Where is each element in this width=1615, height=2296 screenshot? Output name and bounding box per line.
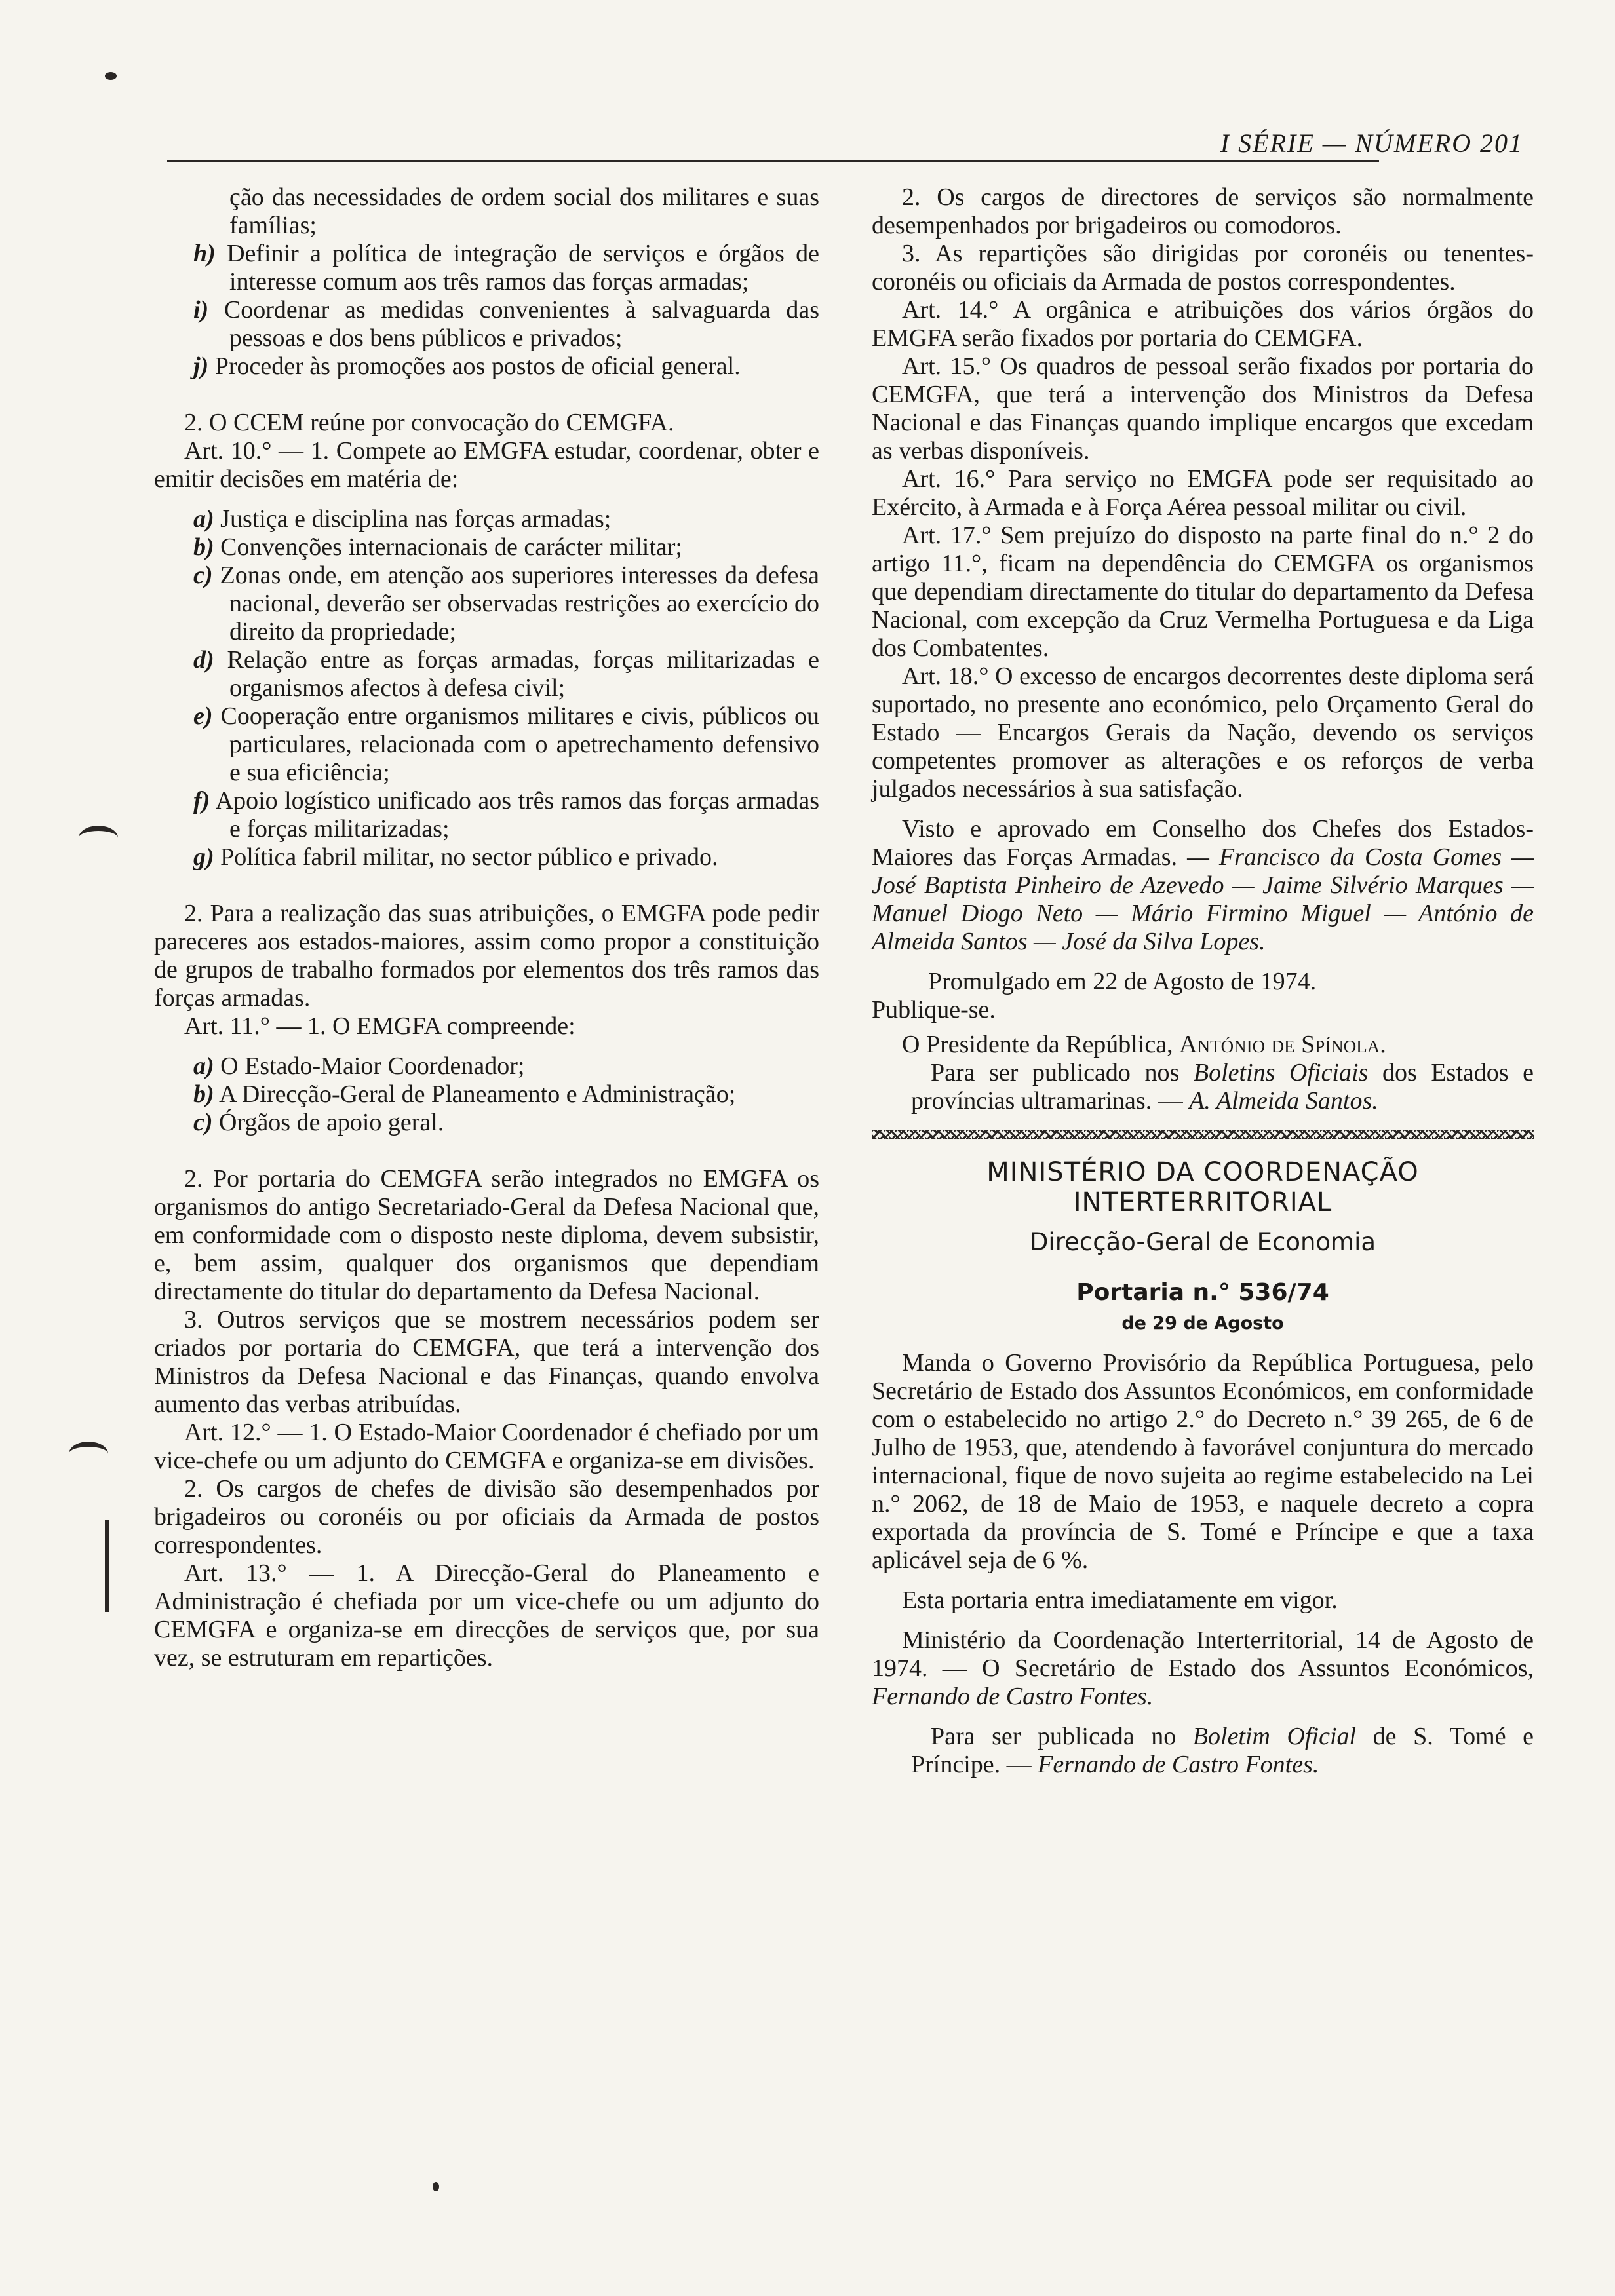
list-item-j: j) Proceder às promoções aos postos de oficial general. <box>193 353 741 380</box>
article-12: Art. 12.° — 1. O Estado-Maior Coordenador é chefiado por um vice-chefe ou um adjunto do CEMGFA e organiza-se em divisões. <box>154 1419 819 1474</box>
list-item-a: a) Justiça e disciplina nas forças armadas; <box>193 505 612 533</box>
article-15: Art. 15.° Os quadros de pessoal serão fixados por portaria do CEMGFA, que terá a intervenção dos Ministros da Defesa Nacional e das Finanças quando implique encargos que excedam as verbas disponíveis. <box>872 353 1534 465</box>
paragraph: 2. Por portaria do CEMGFA serão integrados no EMGFA os organismos do antigo Secretariado-Geral da Defesa Nacional que, em conformidade com o disposto neste diploma, devem subsistir, e, bem assim, qualquer dos organismos que dependiam directamente do titular do departamento da Defesa Nacional. <box>154 1165 819 1305</box>
list-item-b: b) A Direcção-Geral de Planeamento e Administração; <box>193 1081 736 1108</box>
article-13: Art. 13.° — 1. A Direcção-Geral do Planeamento e Administração é chefiada por um vice-chefe ou um adjunto do CEMGFA e organiza-se em direcções de serviços que, por sua vez, se estruturam em repartições. <box>154 1559 819 1672</box>
president-line: O Presidente da República, António de Spínola. <box>902 1031 1386 1058</box>
paragraph: 2. Os cargos de chefes de divisão são desempenhados por brigadeiros ou coronéis ou por oficiais da Armada de postos correspondentes. <box>154 1475 819 1559</box>
portaria-title: Portaria n.° 536/74 <box>1076 1279 1329 1306</box>
department-title: Direcção-Geral de Economia <box>1029 1228 1376 1256</box>
portaria-date: de 29 de Agosto <box>1121 1313 1284 1333</box>
paragraph: ção das necessidades de ordem social dos militares e suas famílias; <box>229 183 819 239</box>
article-14: Art. 14.° A orgânica e atribuições dos vários órgãos do EMGFA serão fixados por portaria do CEMGFA. <box>872 296 1534 352</box>
section-divider <box>872 1124 1534 1144</box>
publique: Publique-se. <box>872 996 996 1024</box>
page-header <box>167 128 1523 167</box>
list-item-e: e) Cooperação entre organismos militares e civis, públicos ou particulares, relacionada com o apetrechamento defensivo e sua eficiência; <box>193 702 820 786</box>
list-item-i: i) Coordenar as medidas convenientes à salvaguarda das pessoas e dos bens públicos e privados; <box>193 296 820 352</box>
paragraph: 2. Para a realização das suas atribuições, o EMGFA pode pedir pareceres aos estados-maiores, assim como propor a constituição de grupos de trabalho formados por elementos dos três ramos das forças armadas. <box>154 900 819 1012</box>
signatories: — Francisco da Costa Gomes — José Baptista Pinheiro de Azevedo — Jaime Silvério Marques — Manuel Diogo Neto — Mário Firmino Miguel — António de Almeida Santos — José da Silva Lopes. <box>872 843 1534 955</box>
article-18: Art. 18.° O excesso de encargos decorrentes deste diploma será suportado, no presente ano económico, pelo Orçamento Geral do Estado — Encargos Gerais da Nação, devendo os serviços competentes promover as alterações e os reforços de verba julgados necessários à sua satisfação. <box>872 662 1534 803</box>
right-column <box>872 183 1534 1779</box>
header-rule <box>167 160 1379 162</box>
list-item-c: c) Zonas onde, em atenção aos superiores interesses da defesa nacional, deverão ser observadas restrições ao exercício do direito da propriedade; <box>193 562 820 645</box>
list-item-g: g) Política fabril militar, no sector público e privado. <box>193 843 718 871</box>
list-item-a: a) O Estado-Maior Coordenador; <box>193 1052 525 1080</box>
paragraph: 3. As repartições são dirigidas por coronéis ou tenentes-coronéis ou oficiais da Armada de postos correspondentes. <box>872 240 1534 296</box>
paragraph: 2. O CCEM reúne por convocação do CEMGFA. <box>184 409 674 436</box>
paragraph: Esta portaria entra imediatamente em vigor. <box>902 1586 1338 1614</box>
publication-note: Para ser publicado nos Boletins Oficiais dos Estados e províncias ultramarinas. — A. Almeida Santos. <box>911 1059 1534 1115</box>
left-column <box>154 183 819 1672</box>
list-item-d: d) Relação entre as forças armadas, forças militarizadas e organismos afectos à defesa civil; <box>193 646 819 702</box>
approval-paragraph: Visto e aprovado em Conselho dos Chefes dos Estados-Maiores das Forças Armadas. — Francisco da Costa Gomes — José Baptista Pinheiro de Azevedo — Jaime Silvério Marques — Manuel Diogo Neto — Mário Firmino Miguel — António de Almeida Santos — José da Silva Lopes. <box>872 815 1534 955</box>
list-item-b: b) Convenções internacionais de carácter militar; <box>193 533 682 561</box>
article-17: Art. 17.° Sem prejuízo do disposto na parte final do n.° 2 do artigo 11.°, ficam na dependência do CEMGFA os organismos que dependiam directamente do titular do departamento da Defesa Nacional, com excepção da Cruz Vermelha Portuguesa e da Liga dos Combatentes. <box>872 522 1534 662</box>
series-number: I SÉRIE — NÚMERO 201 <box>1214 128 1523 159</box>
binding-mark <box>79 826 118 851</box>
signature-paragraph: Ministério da Coordenação Interterritorial, 14 de Agosto de 1974. — O Secretário de Estado dos Assuntos Económicos, Fernando de Castro Fontes. <box>872 1626 1534 1710</box>
portaria-body: Manda o Governo Provisório da República Portuguesa, pelo Secretário de Estado dos Assuntos Económicos, em conformidade com o estabelecido no artigo 2.° do Decreto n.° 39 265, de 6 de Julho de 1953, que, atendendo à favorável conjuntura do mercado internacional, fique de novo sujeita ao regime estabelecido na Lei n.° 2062, de 18 de Maio de 1953, e naquele decreto a copra exportada da província de S. Tomé e Príncipe e que a taxa aplicável seja de 6 %. <box>872 1349 1534 1574</box>
article-10: Art. 10.° — 1. Compete ao EMGFA estudar, coordenar, obter e emitir decisões em matéria de: <box>154 437 819 493</box>
margin-bracket <box>105 1520 109 1612</box>
publication-note: Para ser publicada no Boletim Oficial de S. Tomé e Príncipe. — Fernando de Castro Fontes. <box>911 1723 1534 1778</box>
article-16: Art. 16.° Para serviço no EMGFA pode ser requisitado ao Exército, à Armada e à Força Aérea pessoal militar ou civil. <box>872 465 1534 521</box>
president-name: António de Spínola. <box>1179 1031 1386 1058</box>
article-11: Art. 11.° — 1. O EMGFA compreende: <box>184 1012 575 1040</box>
paragraph: 2. Os cargos de directores de serviços são normalmente desempenhados por brigadeiros ou comodoros. <box>872 183 1534 239</box>
list-item-c: c) Órgãos de apoio geral. <box>193 1109 444 1136</box>
binding-mark <box>69 1442 108 1466</box>
list-item-f: f) Apoio logístico unificado aos três ramos das forças armadas e forças militarizadas; <box>193 787 819 843</box>
list-item-h: h) Definir a política de integração de serviços e órgãos de interesse comum aos três ramos das forças armadas; <box>193 240 819 296</box>
scan-speck <box>105 72 117 80</box>
ministry-title: MINISTÉRIO DA COORDENAÇÃO INTERTERRITORIAL <box>986 1157 1419 1217</box>
paragraph: 3. Outros serviços que se mostrem necessários podem ser criados por portaria do CEMGFA, que terá a intervenção dos Ministros da Defesa Nacional e das Finanças, quando envolva aumento das verbas atribuídas. <box>154 1306 819 1418</box>
promulgation: Promulgado em 22 de Agosto de 1974. <box>928 968 1317 995</box>
scan-speck <box>433 2182 439 2191</box>
